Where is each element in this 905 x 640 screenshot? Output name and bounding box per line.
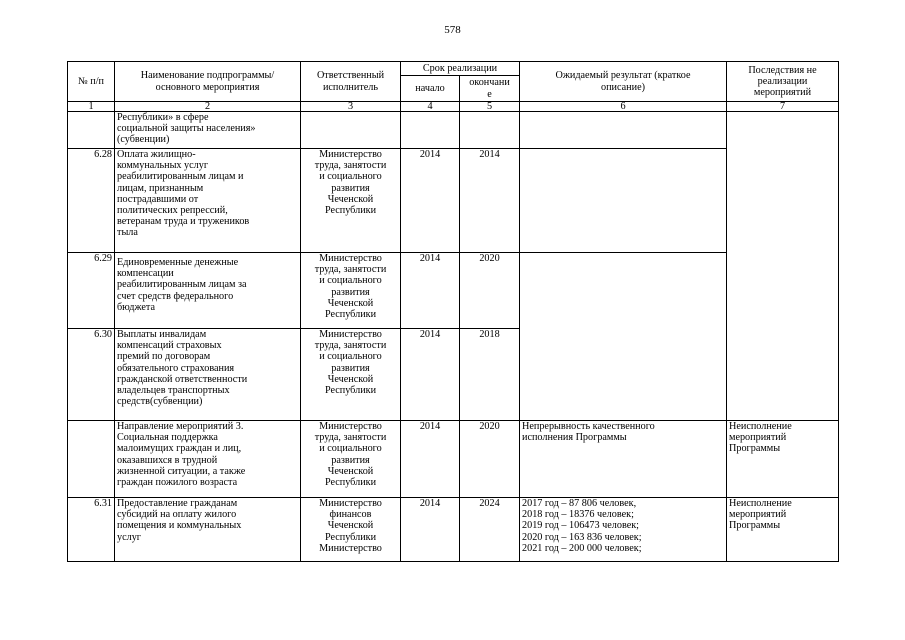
- page-number: 578: [444, 24, 461, 36]
- row-num: 6.28: [68, 149, 115, 253]
- row-end: 2024: [460, 498, 520, 562]
- header-result: Ожидаемый результат (краткое описание): [520, 62, 727, 102]
- column-number: 3: [301, 102, 401, 112]
- column-number: 1: [68, 102, 115, 112]
- header-name: Наименование подпрограммы/ основного мероприятия: [115, 62, 301, 102]
- header-start: начало: [401, 76, 460, 102]
- table-row: [68, 421, 839, 498]
- row-end: 2020: [460, 421, 520, 498]
- table-row: [68, 253, 839, 329]
- row-start: [401, 112, 460, 149]
- header-period: Срок реализации: [401, 62, 520, 76]
- row-name: Единовременные денежные компенсации реабилитированным лицам за счет средств федерального бюджета: [115, 253, 301, 329]
- row-result: [520, 253, 727, 421]
- row-num: 6.31: [68, 498, 115, 562]
- row-end: 2018: [460, 329, 520, 421]
- row-name: Направление мероприятий 3. Социальная поддержка малоимущих граждан и лиц, оказавшихся в трудной жизненной ситуации, а также граждан пожилого возраста: [115, 421, 301, 498]
- header-consequence: Последствия не реализации мероприятий: [727, 62, 839, 102]
- column-number: 5: [460, 102, 520, 112]
- row-result: [520, 149, 727, 253]
- row-end: [460, 112, 520, 149]
- program-activities-table: [67, 61, 839, 562]
- row-result: Непрерывность качественного исполнения Программы: [520, 421, 727, 498]
- row-num: [68, 112, 115, 149]
- row-name: Выплаты инвалидам компенсаций страховых премий по договорам обязательного страхования гражданской ответственности владельцев транспортных средств(субвенции): [115, 329, 301, 421]
- row-end: 2020: [460, 253, 520, 329]
- column-number: 6: [520, 102, 727, 112]
- header-end: окончани е: [460, 76, 520, 102]
- column-number-row: [68, 102, 839, 112]
- row-name: Республики» в сфере социальной защиты населения» (субвенции): [115, 112, 301, 149]
- table-row: [68, 498, 839, 562]
- row-executor: Министерство труда, занятости и социального развития Чеченской Республики: [301, 329, 401, 421]
- row-consequence: Неисполнение мероприятий Программы: [727, 421, 839, 498]
- row-num: 6.29: [68, 253, 115, 329]
- header-executor: Ответственный исполнитель: [301, 62, 401, 102]
- row-num: [68, 421, 115, 498]
- row-executor: Министерство труда, занятости и социального развития Чеченской Республики: [301, 253, 401, 329]
- header-num: № п/п: [68, 62, 115, 102]
- row-start: 2014: [401, 253, 460, 329]
- row-executor: Министерство труда, занятости и социального развития Чеченской Республики: [301, 421, 401, 498]
- row-start: 2014: [401, 149, 460, 253]
- row-end: 2014: [460, 149, 520, 253]
- row-executor: Министерство труда, занятости и социального развития Чеченской Республики: [301, 149, 401, 253]
- column-number: 7: [727, 102, 839, 112]
- column-number: 4: [401, 102, 460, 112]
- row-start: 2014: [401, 421, 460, 498]
- row-consequence: [727, 112, 839, 421]
- row-result: 2017 год – 87 806 человек, 2018 год – 18376 человек; 2019 год – 106473 человек; 2020 год – 163 836 человек; 2021 год – 200 000 человек;: [520, 498, 727, 562]
- row-name: Оплата жилищно- коммунальных услуг реабилитированным лицам и лицам, признанным пострадавшими от политических репрессий, ветеранам труда и тружеников тыла: [115, 149, 301, 253]
- table-row: [68, 112, 839, 149]
- row-name: Предоставление гражданам субсидий на оплату жилого помещения и коммунальных услуг: [115, 498, 301, 562]
- row-start: 2014: [401, 329, 460, 421]
- row-consequence: Неисполнение мероприятий Программы: [727, 498, 839, 562]
- table-row: [68, 149, 839, 253]
- row-num: 6.30: [68, 329, 115, 421]
- column-number: 2: [115, 102, 301, 112]
- row-result: [520, 112, 727, 149]
- row-executor: Министерство финансов Чеченской Республики Министерство: [301, 498, 401, 562]
- row-executor: [301, 112, 401, 149]
- row-start: 2014: [401, 498, 460, 562]
